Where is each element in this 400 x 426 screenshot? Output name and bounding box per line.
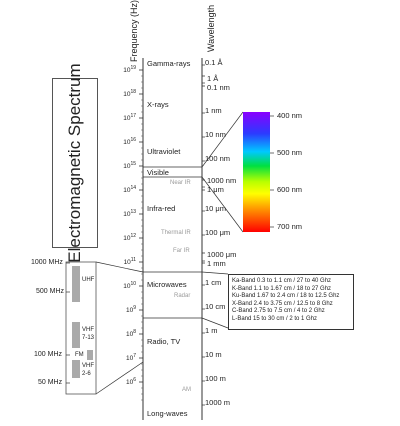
band-long-waves: Long-waves (147, 409, 188, 418)
wavelength-label: 100 μm (205, 228, 231, 237)
band-radar: Radar (174, 293, 191, 299)
microwave-band-legend (228, 274, 354, 330)
microwave-band-line: X-Band 2.4 to 3.75 cm / 12.5 to 8 Ghz (232, 300, 333, 307)
visible-scale-label: 700 nm (277, 222, 303, 231)
radio-scale-label: 100 MHz (34, 351, 63, 358)
band-far-ir: Far IR (173, 248, 190, 254)
wavelength-label: 1 mm (207, 259, 226, 268)
frequency-tick-label: $10^{18}$ (123, 89, 136, 99)
frequency-tick-label: $10^{19}$ (123, 65, 136, 75)
diagram-title: Electromagnetic Spectrum (65, 63, 85, 263)
frequency-ticks (139, 70, 143, 400)
frequency-tick-label: $10^{16}$ (123, 137, 136, 147)
wavelength-label: 1 nm (205, 106, 222, 115)
vhf-low-bar (72, 360, 80, 378)
wavelength-label: 10 m (205, 350, 222, 359)
wavelength-label: 1000 nm (207, 176, 237, 185)
radio-scale-label: 500 MHz (36, 288, 65, 295)
vhf-high-bar (72, 322, 80, 348)
vhf-high-range: 7-13 (82, 335, 95, 341)
band-radio-tv: Radio, TV (147, 337, 181, 346)
wavelength-label: 10 cm (205, 302, 226, 311)
band-am: AM (182, 387, 191, 393)
vhf-low-label: VHF (82, 363, 94, 369)
wavelength-label: 100 nm (205, 154, 231, 163)
microwave-band-line: L-Band 15 to 30 cm / 2 to 1 Ghz (232, 315, 318, 322)
band-microwaves: Microwaves (147, 280, 187, 289)
microwave-band-line: Ku-Band 1.67 to 2.4 cm / 18 to 12.5 Ghz (232, 293, 340, 300)
wavelength-label: 1 μm (207, 185, 224, 194)
band-uv: Ultraviolet (147, 147, 181, 156)
frequency-tick-label: $10^{10}$ (123, 281, 136, 291)
frequency-tick-label: $10^{11}$ (123, 257, 136, 267)
frequency-tick-label: $10^7$ (125, 353, 136, 363)
wavelength-label: 100 m (205, 374, 226, 383)
frequency-tick-label: $10^{17}$ (123, 113, 136, 123)
band-infrared: Infra-red (147, 204, 176, 213)
wavelength-label: 0.1 Å (205, 58, 223, 67)
band-xray: X-rays (147, 100, 169, 109)
microwave-band-line: Ka-Band 0.3 to 1.1 cm / 27 to 40 Ghz (232, 278, 332, 284)
fm-label: FM (75, 352, 84, 358)
visible-scale-label: 500 nm (277, 148, 303, 157)
band-visible: Visible (147, 168, 169, 177)
wavelength-label: 1 cm (205, 278, 222, 287)
frequency-axis-label: Frequency (Hz) (129, 0, 139, 62)
visible-scale-label: 600 nm (277, 185, 303, 194)
wavelength-label: 1 Å (207, 74, 219, 83)
frequency-tick-label: $10^8$ (125, 329, 136, 339)
wavelength-label: 1000 μm (207, 250, 237, 259)
frequency-tick-label: $10^{12}$ (123, 233, 136, 243)
frequency-tick-label: $10^9$ (125, 305, 136, 315)
frequency-tick-label: $10^{15}$ (123, 161, 136, 171)
vhf-low-range: 2-6 (82, 371, 91, 377)
uhf-bar (72, 266, 80, 302)
wavelength-label: 10 nm (205, 130, 226, 139)
fm-bar (87, 350, 93, 360)
frequency-tick-label: $10^{13}$ (123, 209, 136, 219)
radio-scale-label: 1000 MHz (31, 259, 63, 266)
wavelength-label: 10 μm (205, 204, 226, 213)
radio-scale-label: 50 MHz (38, 379, 63, 386)
frequency-tick-label: $10^{14}$ (123, 185, 136, 195)
visible-scale-label: 400 nm (277, 111, 303, 120)
microwave-zoom-top (202, 272, 228, 274)
band-gamma: Gamma-rays (147, 59, 191, 68)
wavelength-label: 1000 m (205, 398, 231, 407)
microwave-band-line: K-Band 1.1 to 1.67 cm / 18 to 27 Ghz (232, 285, 332, 292)
wavelength-label: 0.1 nm (207, 83, 230, 92)
band-thermal-ir: Thermal IR (161, 230, 191, 236)
visible-gradient (243, 112, 270, 232)
frequency-tick-label: $10^6$ (125, 377, 136, 387)
vhf-high-label: VHF (82, 327, 94, 333)
wavelength-axis-label: Wavelength (206, 4, 216, 52)
band-near-ir: Near IR (170, 180, 191, 186)
microwave-band-line: C-Band 2.75 to 7.5 cm / 4 to 2 Ghz (232, 308, 325, 315)
uhf-label: UHF (82, 277, 95, 283)
wavelength-label: 1 m (205, 326, 218, 335)
title-box (52, 63, 98, 263)
